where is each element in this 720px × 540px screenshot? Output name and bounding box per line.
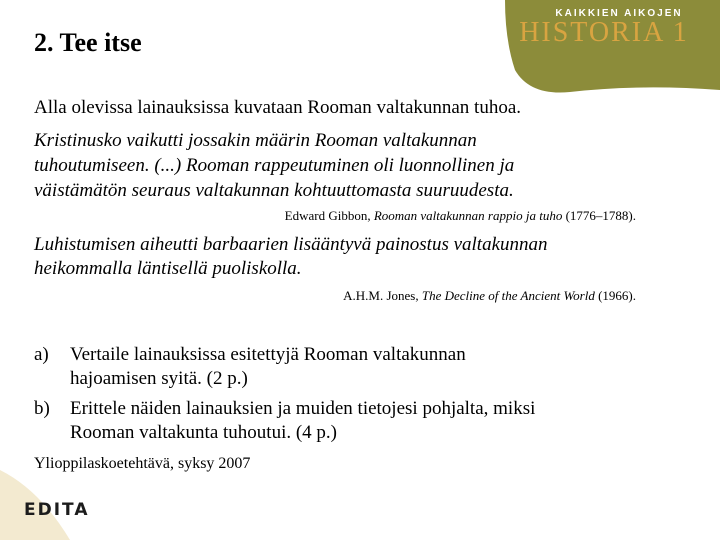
logo-subtitle: KAIKKIEN AIKOJEN <box>555 8 683 19</box>
quote2-work: The Decline of the Ancient World <box>421 288 595 303</box>
task-b <box>34 397 536 443</box>
task-b-line-2: Rooman valtakunta tuhoutui. (4 p.) <box>70 422 338 443</box>
quote1-years: (1776–1788). <box>562 208 636 223</box>
task-a-line-2: hajoamisen syitä. (2 p.) <box>70 368 248 389</box>
edita-logo: EDITA <box>24 500 90 520</box>
quote1-author: Edward Gibbon, <box>284 208 374 223</box>
quote1-source <box>285 208 636 224</box>
quote1-line-1: Kristinusko vaikutti jossakin määrin Rooman valtakunnan <box>34 130 477 151</box>
task-b-line-1: Erittele näiden lainauksien ja muiden tietojesi pohjalta, miksi <box>70 398 536 419</box>
intro-text: Alla olevissa lainauksissa kuvataan Rooman valtakunnan tuhoa. <box>34 97 522 118</box>
quote1-line-2: tuhoutumiseen. (...) Rooman rappeutuminen oli luonnollinen ja <box>34 155 515 176</box>
quote2-line-2: heikommalla läntisellä puoliskolla. <box>34 258 302 279</box>
quote2-author: A.H.M. Jones, <box>343 288 422 303</box>
task-b-marker: b) <box>34 398 50 419</box>
task-a-marker: a) <box>34 344 49 365</box>
page-title: 2. Tee itse <box>34 28 142 57</box>
task-a-line-1: Vertaile lainauksissa esitettyjä Rooman valtakunnan <box>70 344 466 365</box>
exam-source-note: Ylioppilaskoetehtävä, syksy 2007 <box>34 455 251 472</box>
quote2-line-1: Luhistumisen aiheutti barbaarien lisääntyvä painostus valtakunnan <box>34 234 548 255</box>
quote1-line-3: väistämätön seuraus valtakunnan kohtuuttomasta suuruudesta. <box>34 180 514 201</box>
quote2-years: (1966). <box>594 288 636 303</box>
quote2-source <box>343 288 636 304</box>
historia-logo <box>504 8 704 47</box>
logo-title: HISTORIA 1 <box>519 17 689 48</box>
task-a <box>34 343 466 389</box>
quote1-work: Rooman valtakunnan rappio ja tuho <box>373 208 563 223</box>
